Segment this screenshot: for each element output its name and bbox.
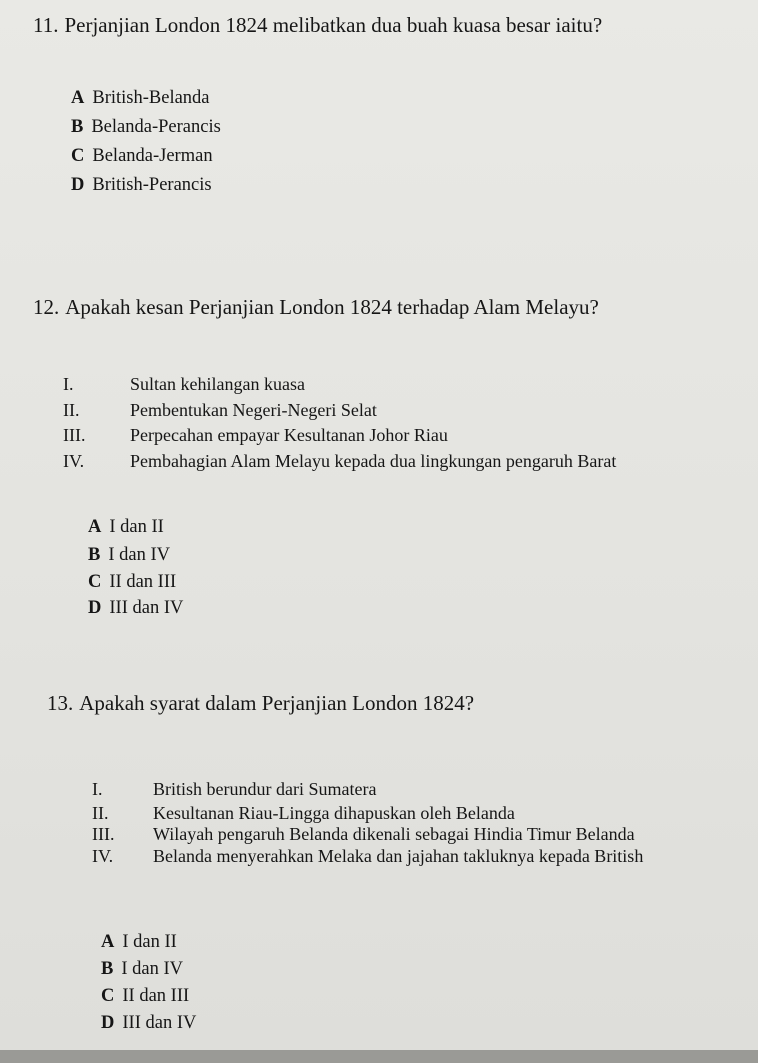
option-letter: B [101, 959, 114, 979]
q13-option-c[interactable] [101, 986, 189, 1007]
q11-option-c[interactable] [71, 146, 213, 167]
option-text: British-Perancis [92, 175, 212, 195]
option-letter: A [88, 517, 102, 537]
q13-option-a[interactable] [101, 932, 177, 953]
question-text: Apakah syarat dalam Perjanjian London 1824? [79, 691, 475, 715]
option-text: III dan IV [122, 1013, 197, 1033]
q13-option-b[interactable] [101, 959, 183, 980]
statement-text: Belanda menyerahkan Melaka dan jajahan takluknya kepada British [153, 846, 644, 866]
option-letter: A [101, 932, 115, 952]
option-text: Belanda-Jerman [92, 146, 213, 166]
option-letter: D [101, 1013, 115, 1033]
q12-option-b[interactable] [88, 545, 170, 566]
statement-text: Pembahagian Alam Melayu kepada dua lingkungan pengaruh Barat [130, 451, 617, 471]
question-number: 11. [33, 13, 59, 37]
statement-text: Perpecahan empayar Kesultanan Johor Riau [130, 425, 448, 445]
option-letter: C [101, 986, 115, 1006]
option-text: III dan IV [109, 598, 184, 618]
option-letter: D [71, 175, 85, 195]
statement-text: British berundur dari Sumatera [153, 779, 377, 799]
question-number: 13. [47, 691, 74, 715]
question-number: 12. [33, 295, 60, 319]
q13-option-d[interactable] [101, 1013, 196, 1034]
option-text: I dan II [122, 932, 177, 952]
option-letter: C [71, 146, 85, 166]
option-letter: D [88, 598, 102, 618]
option-letter: C [88, 572, 102, 592]
option-text: II dan III [122, 986, 190, 1006]
option-letter: B [88, 545, 101, 565]
q11-option-d[interactable] [71, 175, 212, 196]
page-bottom-edge [0, 1050, 758, 1063]
option-letter: B [71, 117, 84, 137]
q12-option-c[interactable] [88, 572, 176, 593]
q11-option-a[interactable] [71, 88, 210, 109]
option-text: I dan IV [121, 959, 183, 979]
question-13 [47, 691, 474, 716]
statement-text: Sultan kehilangan kuasa [130, 374, 305, 394]
question-text: Perjanjian London 1824 melibatkan dua buah kuasa besar iaitu? [64, 13, 603, 37]
option-text: British-Belanda [92, 88, 210, 108]
statement-text: Pembentukan Negeri-Negeri Selat [130, 400, 377, 420]
question-12 [33, 295, 599, 320]
statement-text: Kesultanan Riau-Lingga dihapuskan oleh Belanda [153, 803, 515, 823]
option-text: I dan IV [108, 545, 170, 565]
q12-option-d[interactable] [88, 598, 183, 619]
option-text: I dan II [109, 517, 164, 537]
option-text: II dan III [109, 572, 177, 592]
worksheet-page: 11. Perjanjian London 1824 melibatkan dua buah kuasa besar iaitu? A British-Belanda B Belanda-Perancis C Belanda-Jerman D British-Perancis 12. Apakah kesan Perjanjian London 1824 terhadap Alam Melayu? I. Sultan kehilangan kuasa II. Pembentukan Negeri-Negeri Selat III. Perpecahan empayar Kesultanan Johor Riau IV. Pembahagian Alam Melayu kepada dua lingkungan pengaruh Barat A I dan II B I dan IV C II dan III D III dan IV 13. Apakah syarat dalam Perjanjian London 1824? I. British berundur dari Sumatera II. Kesultanan Riau-Lingga dihapuskan oleh Belanda III. Wilayah pengaruh Belanda dikenali sebagai Hindia Timur Belanda IV. Belanda menyerahkan Melaka dan jajahan takluknya kepada British A I dan II B I dan IV C II dan III D III dan IV [0, 0, 758, 1063]
option-text: Belanda-Perancis [91, 117, 221, 137]
statement-text: Wilayah pengaruh Belanda dikenali sebagai Hindia Timur Belanda [153, 824, 635, 844]
question-11 [33, 13, 602, 38]
option-letter: A [71, 88, 85, 108]
question-text: Apakah kesan Perjanjian London 1824 terhadap Alam Melayu? [65, 295, 599, 319]
q12-option-a[interactable] [88, 517, 164, 538]
q11-option-b[interactable] [71, 117, 221, 138]
